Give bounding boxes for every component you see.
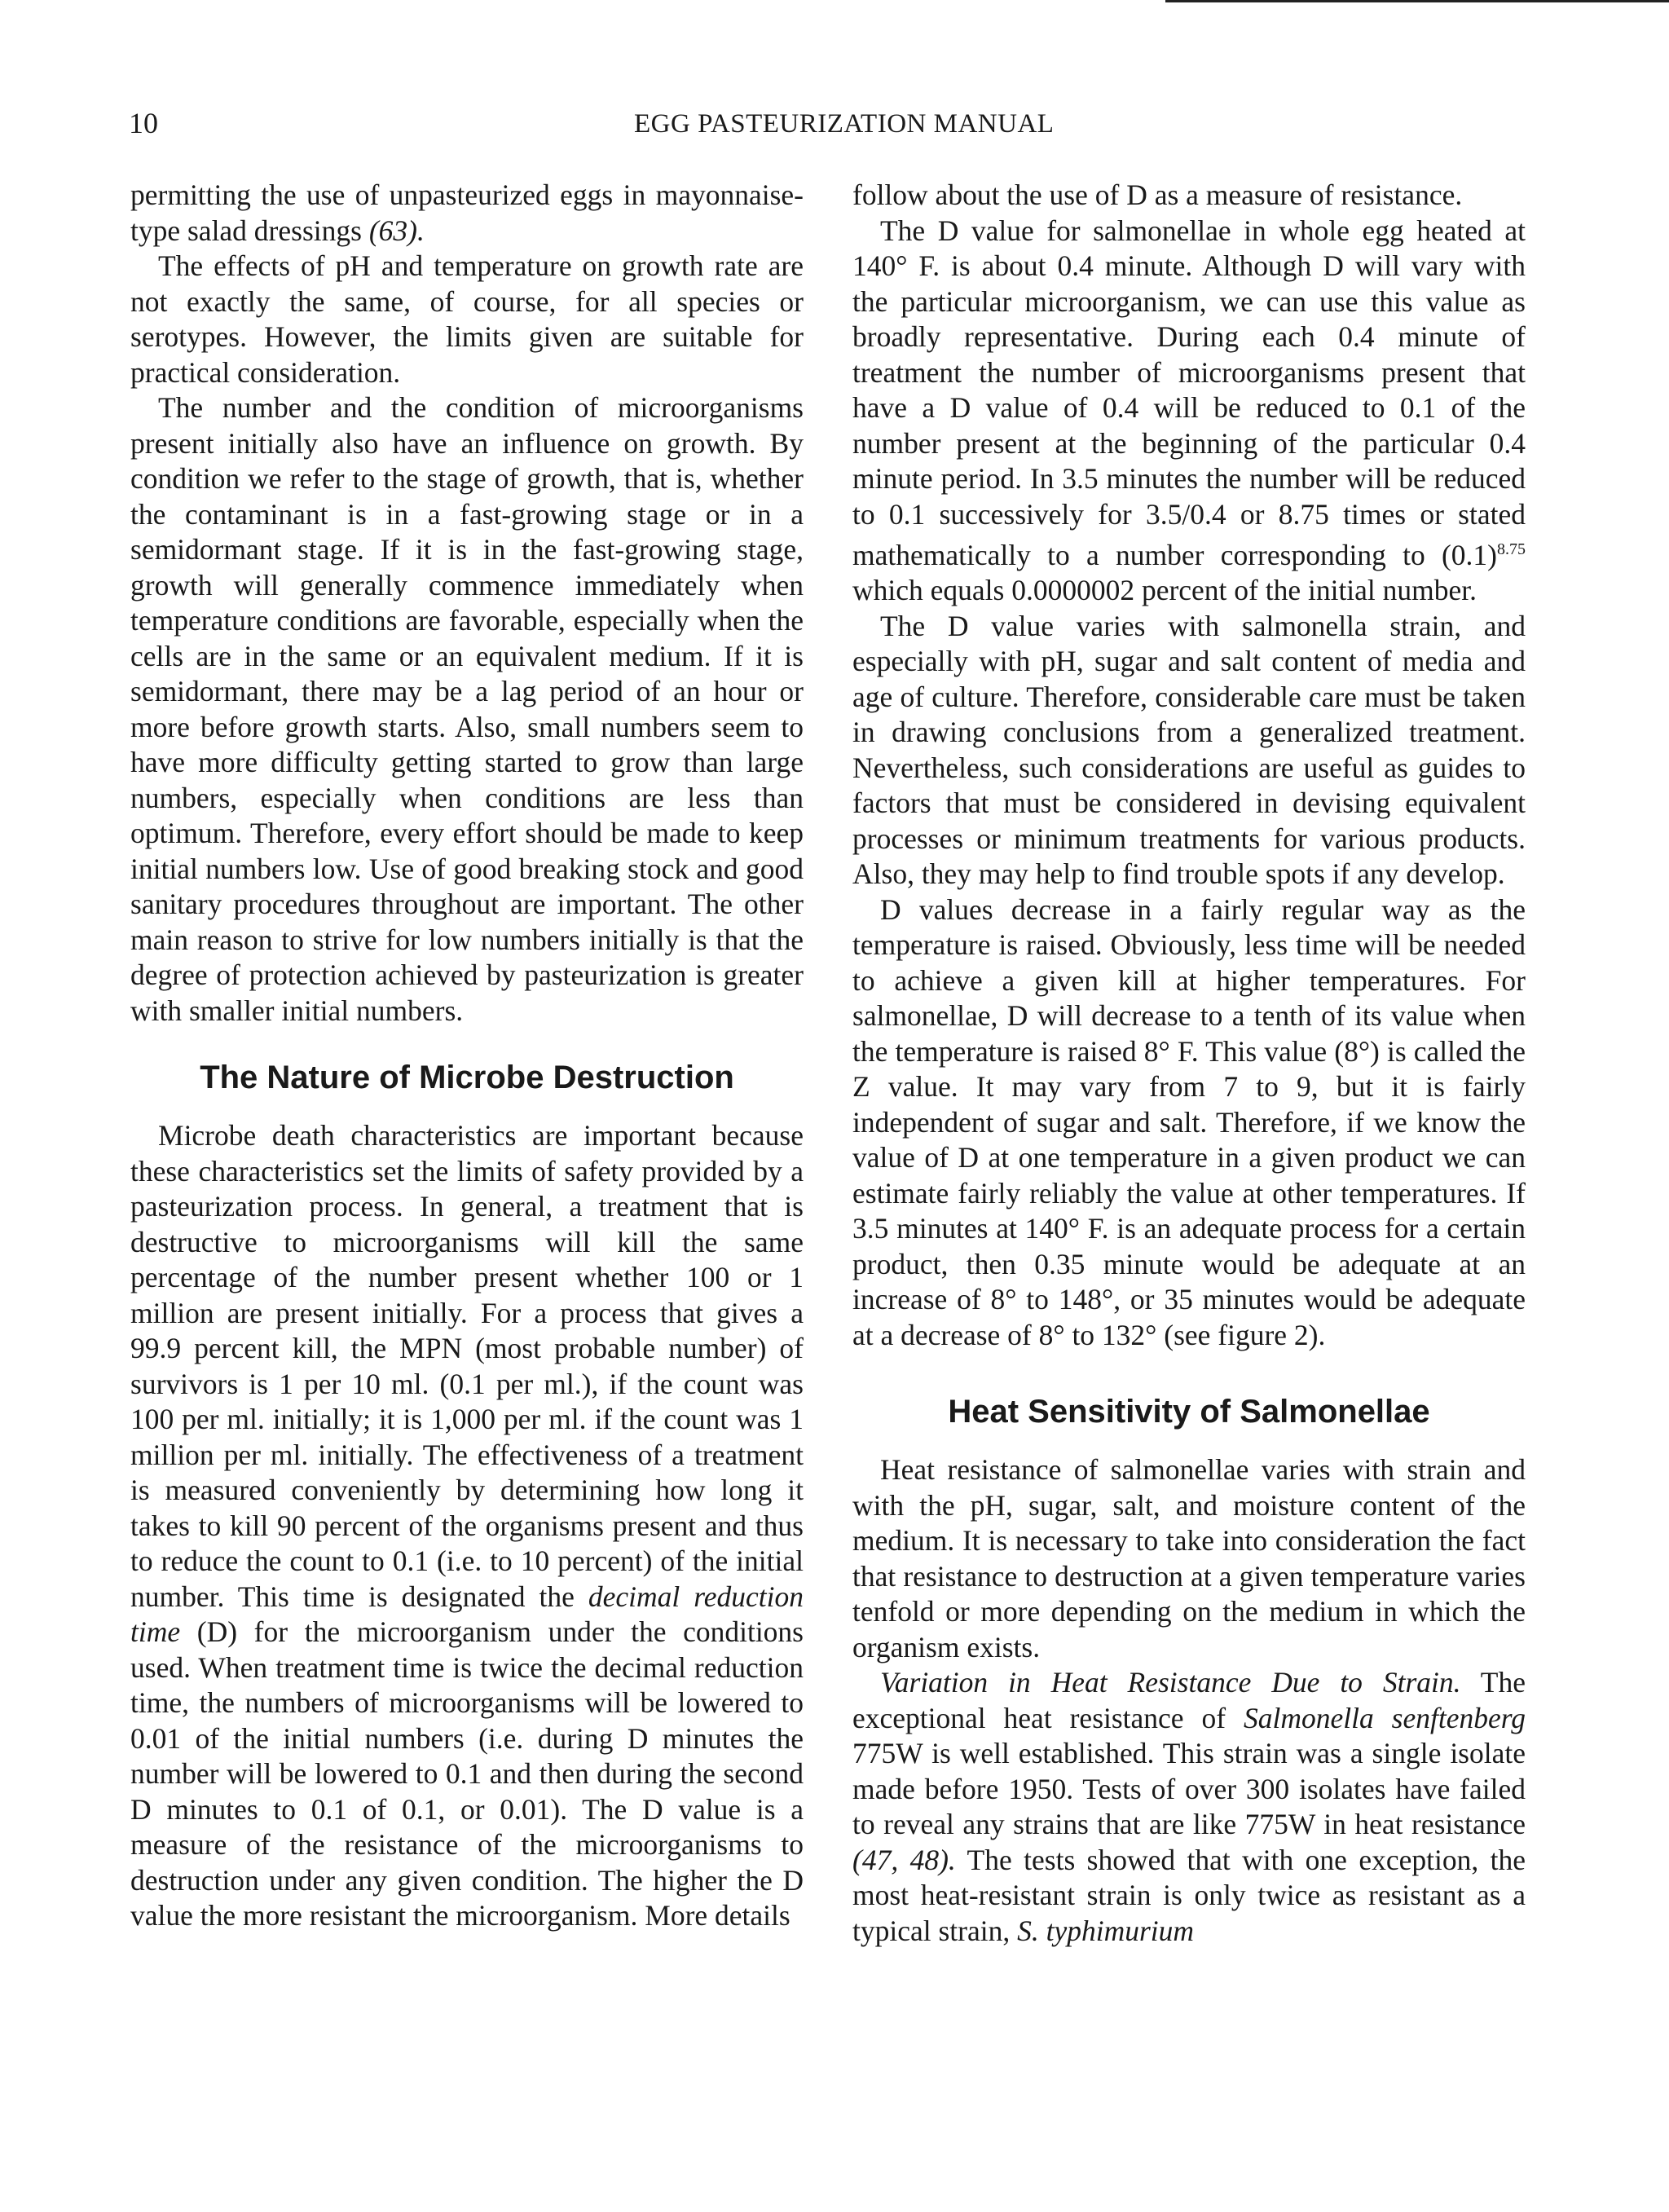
- citation: (63).: [368, 214, 425, 247]
- paragraph: Heat resistance of salmonellae varies with strain and with the pH, sugar, salt, and moisture content of the medium. It is necessary to take into consideration the fact that resistance to destruction at a given temperature varies tenfold or more depending on the medium in which the organism exists.: [852, 1453, 1526, 1663]
- species-name: Salmonella senftenberg: [1244, 1701, 1526, 1734]
- paragraph: Variation in Heat Resistance Due to Strain. The exceptional heat resistance of Salmonella senftenberg 775W is well established. This strain was a single isolate made before 1950. Tests of over 300 isolates have failed to reveal any strains that are like 775W in heat resistance (47, 48). The tests showed that with one exception, the most heat-resistant strain is only twice as resistant as a typical strain, S. typhimurium: [852, 1666, 1526, 1947]
- page-number: 10: [129, 107, 158, 139]
- paragraph: Microbe death characteristics are important because these characteristics set the limits of safety provided by a pasteurization process. In general, a treatment that is destructive to microorganisms will kill the same percentage of the number present whether 100 or 1 million are present initially. For a process that gives a 99.9 percent kill, the MPN (most probable number) of survivors is 1 per 10 ml. (0.1 per ml.), if the count was 100 per ml. initially; it is 1,000 per ml. if the count was 1 million per ml. initially. The effectiveness of a treatment is measured conveniently by determining how long it takes to kill 90 percent of the organisms present and thus to reduce the count to 0.1 (i.e. to 10 percent) of the initial number. This time is designated the decimal reduction time (D) for the microorganism under the conditions used. When treatment time is twice the decimal reduction time, the numbers of microorganisms will be lowered to 0.01 of the initial numbers (i.e. during D minutes the number will be lowered to 0.1 and then during the second D minutes to 0.1 of 0.1, or 0.01). The D value is a measure of the resistance of the microorganisms to destruction under any given condition. The higher the D value the more resistant the microorganism. More details: [130, 1119, 804, 1932]
- run-in-heading: Variation in Heat Resistance Due to Strain.: [880, 1666, 1461, 1699]
- paragraph: permitting the use of unpasteurized eggs in mayonnaise-type salad dressings (63).: [130, 178, 804, 247]
- species-name: S. typhimurium: [1017, 1914, 1195, 1947]
- paragraph: The effects of pH and temperature on growth rate are not exactly the same, of course, for all species or serotypes. However, the limits given are suitable for practical consideration.: [130, 249, 804, 389]
- top-rule: [1165, 0, 1669, 2]
- paragraph: The number and the condition of microorganisms present initially also have an influence on growth. By condition we refer to the stage of growth, that is, whether the contaminant is in a fast-growing stage or in a semidormant stage. If it is in the fast-growing stage, growth will generally commence immediately when temperature conditions are favorable, especially when the cells are in the same or an equivalent medium. If it is semidormant, there may be a lag period of an hour or more before growth starts. Also, small numbers seem to have more difficulty getting started to grow than large numbers, especially when conditions are less than optimum. Therefore, every effort should be made to keep initial numbers low. Use of good breaking stock and good sanitary procedures throughout are important. The other main reason to strive for low numbers initially is that the degree of protection achieved by pasteurization is greater with smaller initial numbers.: [130, 391, 804, 1027]
- right-column: [852, 178, 1526, 1949]
- section-heading: Heat Sensitivity of Salmonellae: [948, 1394, 1430, 1430]
- section-heading: The Nature of Microbe Destruction: [200, 1060, 734, 1095]
- paragraph: The D value for salmonellae in whole egg heated at 140° F. is about 0.4 minute. Although D will vary with the particular microorganism, we can use this value as broadly representative. During each 0.4 minute of treatment the number of microorganisms present that have a D value of 0.4 will be reduced to 0.1 of the number present at the beginning of the particular 0.4 minute period. In 3.5 minutes the number will be reduced to 0.1 successively for 3.5/0.4 or 8.75 times or stated mathematically to a number corresponding to $(0.1)^{8.75}$ which equals 0.0000002 percent of the initial number.: [852, 214, 1526, 607]
- exponent: 8.75: [1497, 540, 1526, 558]
- paragraph: D values decrease in a fairly regular way as the temperature is raised. Obviously, less time will be needed to achieve a given kill at higher temperatures. For salmonellae, D will decrease to a tenth of its value when the temperature is raised 8° F. This value (8°) is called the Z value. It may vary from 7 to 9, but it is fairly independent of sugar and salt. Therefore, if we know the value of D at one temperature in a given product we can estimate fairly reliably the value at other temperatures. If 3.5 minutes at 140° F. is an adequate process for a certain product, then 0.35 minute would be adequate at an increase of 8° to 148°, or 35 minutes would be adequate at a decrease of 8° to 132° (see figure 2).: [852, 892, 1526, 1351]
- citation: (47, 48).: [852, 1843, 956, 1876]
- running-title: EGG PASTEURIZATION MANUAL: [634, 109, 1055, 139]
- defined-term: decimal reduction time: [130, 1580, 804, 1648]
- left-column: [130, 178, 804, 1934]
- paragraph: The D value varies with salmonella strain, and especially with pH, sugar and salt content of media and age of culture. Therefore, considerable care must be taken in drawing conclusions from a generalized treatment. Nevertheless, such considerations are useful as guides to factors that must be considered in devising equivalent processes or minimum treatments for various products. Also, they may help to find trouble spots if any develop.: [852, 609, 1526, 891]
- paragraph: follow about the use of D as a measure of resistance.: [852, 178, 1463, 211]
